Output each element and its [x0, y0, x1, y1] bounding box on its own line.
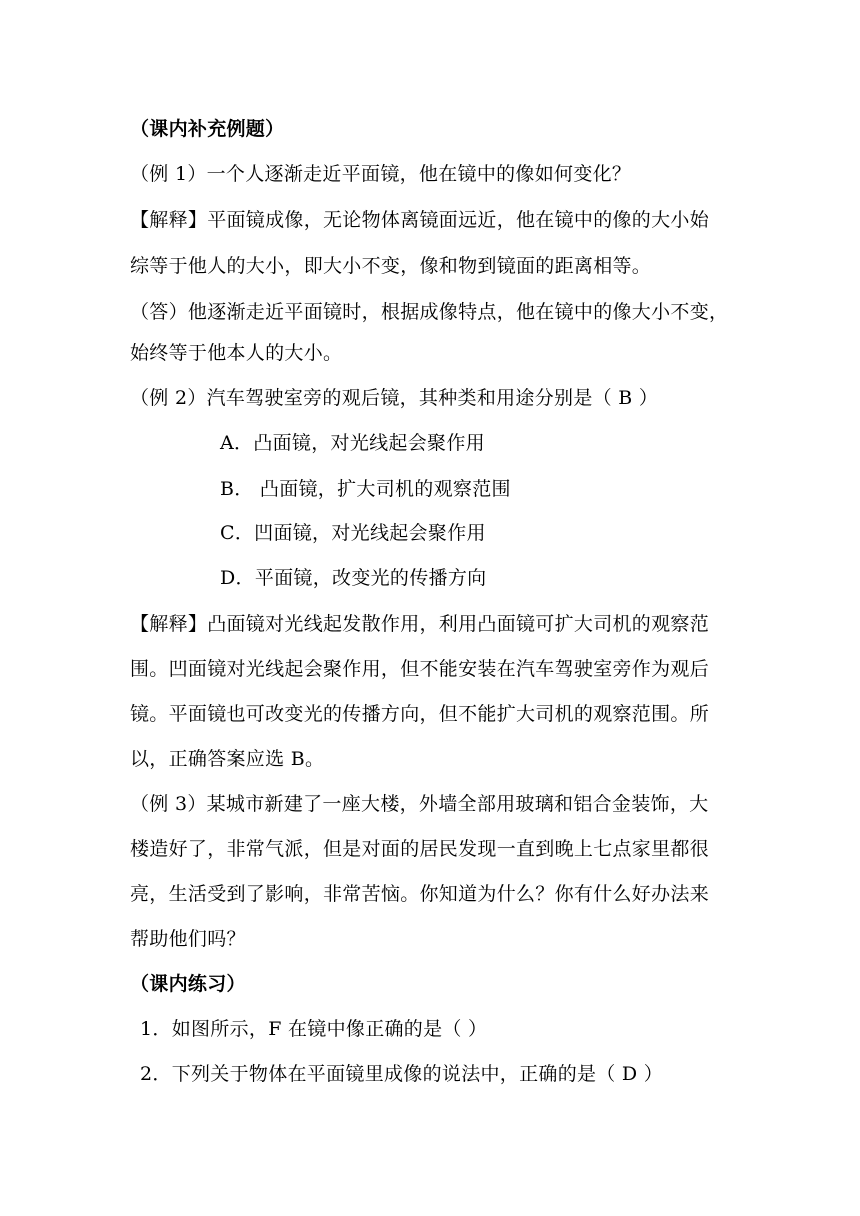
- example-2-option-b: B． 凸面镜，扩大司机的观察范围: [220, 478, 511, 500]
- section-heading-examples: （课内补充例题）: [130, 118, 285, 140]
- example-2-option-d: D．平面镜，改变光的传播方向: [220, 567, 487, 589]
- example-3-question-line-2: 楼造好了，非常气派，但是对面的居民发现一直到晚上七点家里都很: [130, 838, 710, 860]
- example-1-answer-line-1: （答）他逐渐走近平面镜时，根据成像特点，他在镜中的像大小不变，: [130, 301, 729, 323]
- example-1-explanation-line-1: 【解释】平面镜成像，无论物体离镜面远近，他在镜中的像的大小始: [130, 209, 710, 231]
- example-2-option-c: C．凹面镜，对光线起会聚作用: [220, 522, 486, 544]
- example-2-explanation-line-3: 镜。平面镜也可改变光的传播方向，但不能扩大司机的观察范围。所: [130, 703, 710, 725]
- example-2-option-a: A．凸面镜，对光线起会聚作用: [220, 432, 485, 454]
- example-2-explanation-line-1: 【解释】凸面镜对光线起发散作用，利用凸面镜可扩大司机的观察范: [130, 613, 710, 635]
- practice-question-1: 1．如图所示，F 在镜中像正确的是（ ）: [140, 1018, 488, 1040]
- example-3-question-line-3: 亮，生活受到了影响，非常苦恼。你知道为什么？你有什么好办法来: [130, 883, 710, 905]
- section-heading-practice: （课内练习）: [130, 973, 246, 995]
- example-2-explanation-line-4: 以，正确答案应选 B。: [130, 748, 325, 770]
- example-2-question: （例 2）汽车驾驶室旁的观后镜，其种类和用途分别是（ B ）: [130, 387, 659, 409]
- example-1-explanation-line-2: 综等于他人的大小，即大小不变，像和物到镜面的距离相等。: [130, 255, 652, 277]
- example-3-question-line-4: 帮助他们吗？: [130, 928, 246, 950]
- example-1-question: （例 1）一个人逐渐走近平面镜，他在镜中的像如何变化？: [130, 163, 632, 185]
- example-1-answer-line-2: 始终等于他本人的大小。: [130, 342, 343, 364]
- example-2-explanation-line-2: 围。凹面镜对光线起会聚作用，但不能安装在汽车驾驶室旁作为观后: [130, 658, 710, 680]
- practice-question-2: 2．下列关于物体在平面镜里成像的说法中，正确的是（ D ）: [140, 1063, 664, 1085]
- example-3-question-line-1: （例 3）某城市新建了一座大楼，外墙全部用玻璃和铝合金装饰，大: [130, 793, 709, 815]
